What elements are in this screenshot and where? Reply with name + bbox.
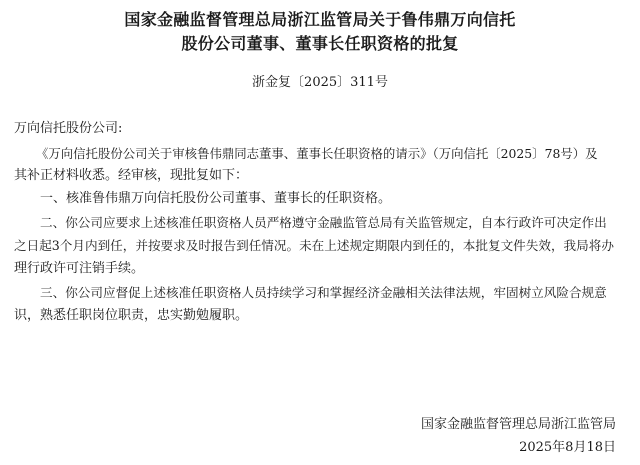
- paragraph-line: 《万向信托股份公司关于审核鲁伟鼎同志董事、董事长任职资格的请示》（万向信托〔2025〕78号）及: [36, 146, 598, 161]
- addressee: 万向信托股份公司:: [14, 121, 123, 136]
- paragraph-line: 识，熟悉任职岗位职责，忠实勤勉履职。: [14, 308, 249, 323]
- issuer-name: 国家金融监督管理总局浙江监管局: [420, 417, 616, 432]
- paragraph-line: 其补正材料收悉。经审核，现批复如下：: [14, 168, 249, 183]
- paragraph-line: 之日起3个月内到任，并按要求及时报告到任情况。未在上述规定期限内到任的，本批复文件失效，我局将办: [14, 238, 614, 253]
- paragraph-line: 三、你公司应督促上述核准任职资格人员持续学习和掌握经济金融相关法律法规，牢固树立风险合规意: [40, 285, 607, 300]
- paragraph-line: 理行政许可注销手续。: [14, 261, 145, 276]
- document-title-line-1: 国家金融监督管理总局浙江监管局关于鲁伟鼎万向信托: [124, 10, 516, 29]
- document-number: 浙金复〔2025〕311号: [252, 75, 388, 90]
- issue-date: 2025年8月18日: [519, 440, 616, 455]
- paragraph-line: 一、核准鲁伟鼎万向信托股份公司董事、董事长的任职资格。: [40, 191, 392, 206]
- paragraph-line: 二、你公司应要求上述核准任职资格人员严格遵守金融监管总局有关监管规定，自本行政许可决定作出: [40, 215, 607, 230]
- document-title-line-2: 股份公司董事、董事长任职资格的批复: [181, 34, 459, 53]
